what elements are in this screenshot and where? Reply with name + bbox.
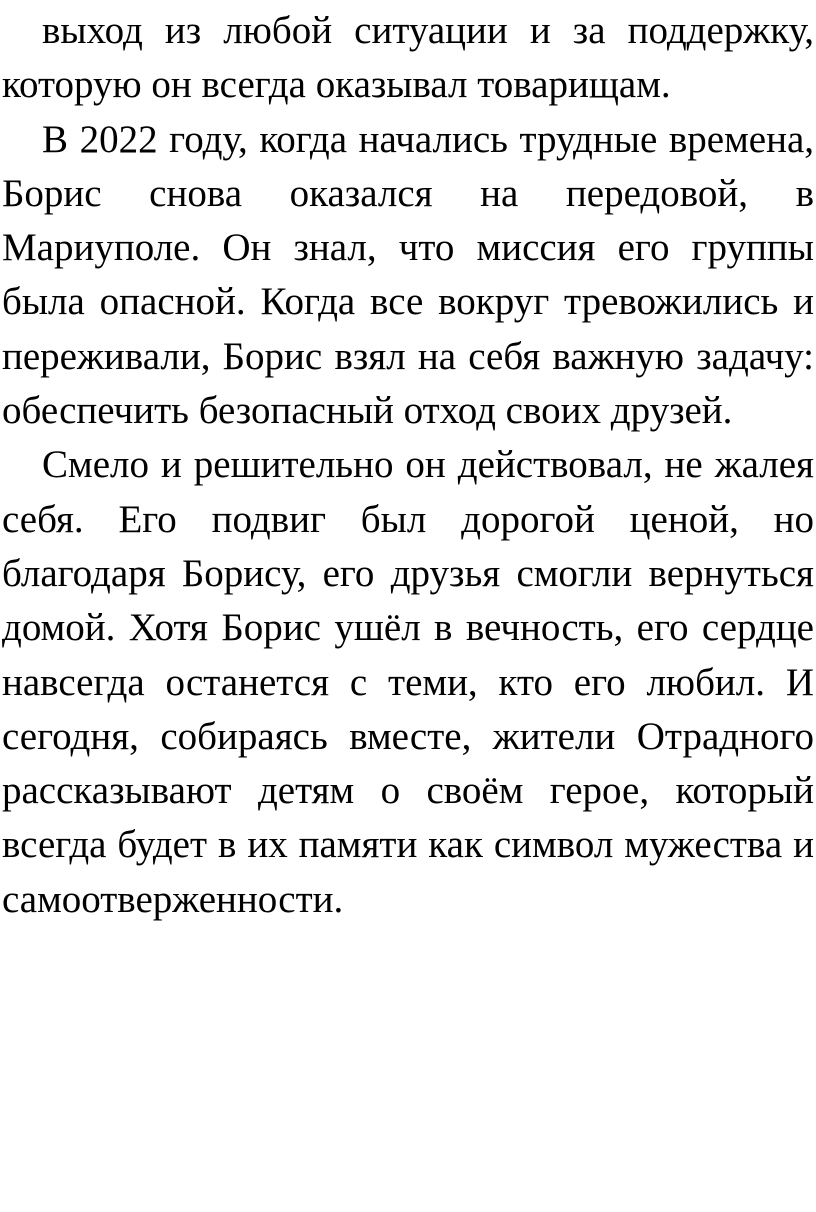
- paragraph-continuation: выход из любой ситуации и за поддержку, которую он всегда оказывал товарищам.: [2, 9, 814, 107]
- paragraph-memory: Смело и решительно он действовал, не жалея себя. Его подвиг был дорогой ценой, но благодаря Борису, его друзья смогли вернуться домой. Хотя Борис ушёл в вечность, его сердце навсегда останется с теми, кто его любил. И сегодня, собираясь вместе, жители Отрадного рассказывают детям о своём герое, который всегда будет в их памяти как символ мужества и самоотверженности.: [2, 443, 814, 921]
- paragraph-mariupol: В 2022 году, когда начались трудные времена, Борис снова оказался на передовой, в Мариуполе. Он знал, что миссия его группы была опасной. Когда все вокруг тревожились и переживали, Борис взял на себя важную задачу: обеспечить безопасный отход своих друзей.: [2, 117, 814, 433]
